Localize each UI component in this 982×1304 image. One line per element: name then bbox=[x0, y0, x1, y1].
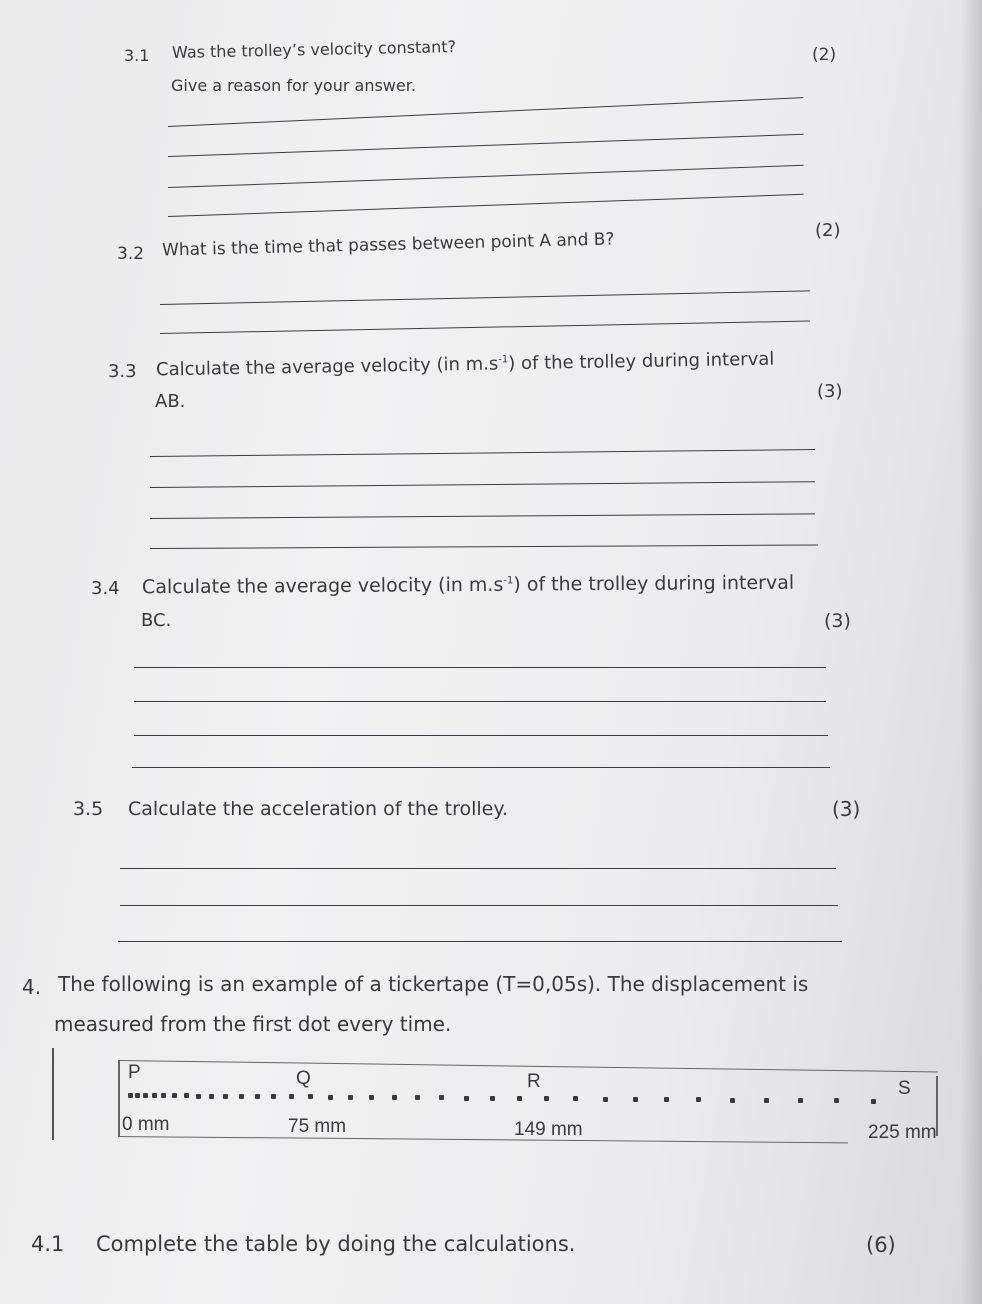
tape-dot bbox=[289, 1094, 294, 1099]
tape-dot bbox=[798, 1098, 803, 1103]
tape-dot bbox=[135, 1093, 140, 1098]
tape-bottom-edge bbox=[118, 1136, 848, 1143]
q3-4-number: 3.4 bbox=[91, 578, 120, 599]
tape-dot bbox=[128, 1093, 133, 1098]
q3-3-text-c: AB. bbox=[155, 391, 186, 412]
q3-3-text-b: ) of the trolley during interval bbox=[508, 348, 775, 375]
q3-2-text: What is the time that passes between point A and B? bbox=[161, 229, 615, 261]
answer-line bbox=[168, 194, 804, 217]
tape-point-p: P bbox=[128, 1062, 141, 1083]
tape-distance-r: 149 mm bbox=[514, 1119, 583, 1140]
tape-dot bbox=[184, 1093, 189, 1098]
paper-edge-shadow bbox=[960, 0, 982, 1304]
tape-dot bbox=[348, 1095, 353, 1100]
tape-frame-left bbox=[52, 1048, 54, 1140]
answer-line bbox=[150, 481, 815, 488]
q3-3-text-a: Calculate the average velocity (in m.s bbox=[155, 353, 499, 381]
q4-1-text: Complete the table by doing the calculations. bbox=[96, 1232, 576, 1256]
answer-line bbox=[168, 134, 804, 157]
tape-dot bbox=[328, 1095, 333, 1100]
tape-dot bbox=[209, 1094, 214, 1099]
q3-5-number: 3.5 bbox=[73, 798, 104, 820]
tape-left-edge bbox=[118, 1060, 120, 1136]
answer-line bbox=[150, 513, 815, 519]
answer-line bbox=[120, 905, 838, 906]
tape-dot bbox=[308, 1094, 313, 1099]
q3-1-marks: (2) bbox=[812, 45, 837, 65]
answer-line bbox=[134, 667, 826, 668]
tape-point-q: Q bbox=[296, 1068, 311, 1089]
q3-4-text-c: BC. bbox=[141, 610, 172, 631]
tape-dot bbox=[730, 1098, 735, 1103]
q3-1-text: Was the trolley’s velocity constant? bbox=[171, 37, 457, 62]
tape-dot bbox=[161, 1093, 166, 1098]
tape-dot bbox=[255, 1094, 260, 1099]
ticker-tape bbox=[118, 1060, 938, 1143]
q3-1-number: 3.1 bbox=[124, 46, 150, 65]
tape-dot bbox=[517, 1096, 522, 1101]
q3-1-subtext: Give a reason for your answer. bbox=[171, 76, 416, 95]
q3-5-text: Calculate the acceleration of the trolley. bbox=[128, 798, 508, 820]
answer-line bbox=[120, 868, 836, 869]
answer-line bbox=[134, 701, 826, 702]
tape-dot bbox=[464, 1096, 469, 1101]
tape-distance-q: 75 mm bbox=[288, 1116, 347, 1137]
q3-4-text-a: Calculate the average velocity (in m.s bbox=[141, 573, 504, 599]
q3-3-number: 3.3 bbox=[108, 361, 137, 382]
q4-1-number: 4.1 bbox=[31, 1232, 65, 1256]
tape-dot bbox=[696, 1097, 701, 1102]
q4-line2: measured from the first dot every time. bbox=[54, 1012, 452, 1036]
answer-line bbox=[168, 165, 804, 188]
tape-dot bbox=[439, 1095, 444, 1100]
q3-4-sup: -1 bbox=[503, 575, 514, 587]
answer-line bbox=[160, 290, 810, 305]
tape-dot bbox=[490, 1096, 495, 1101]
q3-4-marks: (3) bbox=[824, 610, 851, 632]
answer-line bbox=[150, 545, 818, 549]
q3-3-marks: (3) bbox=[817, 381, 843, 402]
tape-point-r: R bbox=[527, 1071, 541, 1092]
q3-2-number: 3.2 bbox=[117, 244, 145, 264]
q3-3-text bbox=[156, 349, 775, 381]
tape-dot bbox=[239, 1094, 244, 1099]
answer-line bbox=[132, 767, 830, 768]
tape-dot bbox=[633, 1097, 638, 1102]
tape-dot bbox=[834, 1098, 839, 1103]
tape-dot bbox=[369, 1095, 374, 1100]
tape-dot bbox=[603, 1097, 608, 1102]
tape-dot bbox=[544, 1096, 549, 1101]
q3-4-text-b: ) of the trolley during interval bbox=[513, 571, 795, 596]
answer-line bbox=[134, 735, 828, 736]
tape-distance-p: 0 mm bbox=[122, 1114, 170, 1135]
tape-dot bbox=[223, 1094, 228, 1099]
answer-line bbox=[168, 97, 803, 127]
tape-dot bbox=[664, 1097, 669, 1102]
q3-3-sup: -1 bbox=[498, 354, 509, 366]
q3-5-marks: (3) bbox=[832, 797, 861, 821]
answer-line bbox=[118, 941, 842, 942]
tape-dot bbox=[152, 1093, 157, 1098]
tape-dot bbox=[271, 1094, 276, 1099]
tape-dot bbox=[573, 1096, 578, 1101]
tape-dot bbox=[172, 1093, 177, 1098]
tape-dot bbox=[415, 1095, 420, 1100]
answer-line bbox=[150, 449, 815, 457]
q4-number: 4. bbox=[22, 975, 42, 999]
tape-dot bbox=[143, 1093, 148, 1098]
tape-distance-s: 225 mm bbox=[868, 1122, 937, 1143]
tape-dot bbox=[196, 1094, 201, 1099]
q3-2-marks: (2) bbox=[815, 220, 841, 241]
q4-line1: The following is an example of a tickertape (T=0,05s). The displacement is bbox=[58, 972, 809, 996]
tape-dot bbox=[871, 1099, 876, 1104]
q3-4-text bbox=[142, 572, 794, 599]
q4-1-marks: (6) bbox=[866, 1233, 896, 1257]
tape-dot bbox=[392, 1095, 397, 1100]
answer-line bbox=[160, 321, 810, 334]
tape-dot bbox=[764, 1098, 769, 1103]
tape-point-s: S bbox=[898, 1078, 911, 1099]
